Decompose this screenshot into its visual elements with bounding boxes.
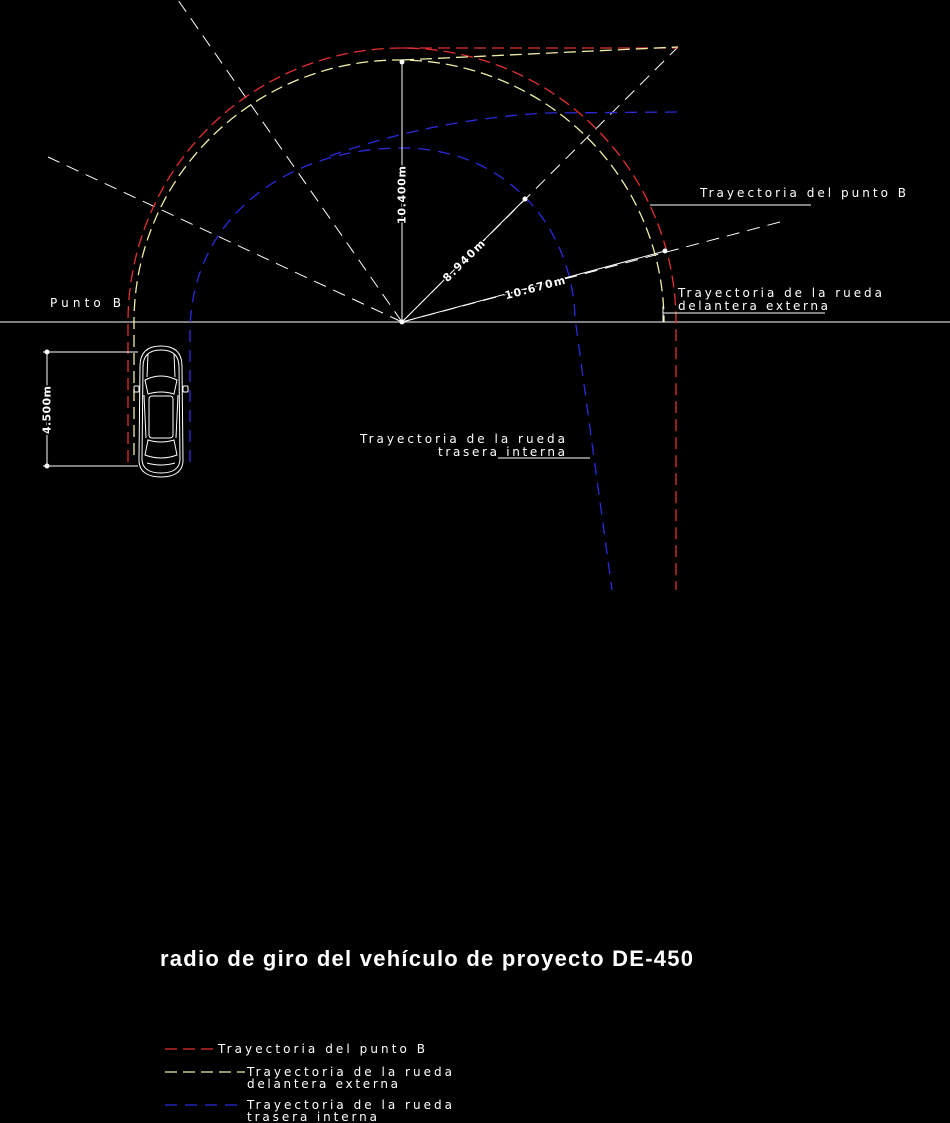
legend-label-rear-inner-wheel-line2: trasera interna	[247, 1110, 377, 1123]
vehicle-roof	[149, 396, 173, 438]
vehicle-length-label: 4.500m	[40, 386, 54, 434]
legend-label-front-outer-wheel-line2: delantera externa	[247, 1077, 398, 1091]
front-wheel-label-line2: delantera externa	[678, 299, 828, 313]
legend-label-front-outer-wheel-line1: Trayectoria de la rueda	[247, 1065, 452, 1079]
diagonal-radius-endpoint	[523, 197, 528, 202]
legend	[165, 1042, 452, 1123]
vertical-radius-endpoint	[400, 60, 405, 65]
rear-wheel-label-line2: trasera interna	[438, 445, 565, 459]
legend-label-punto-b: Trayectoria del punto B	[218, 1042, 425, 1056]
rear-wheel-label-line1: Trayectoria de la rueda	[360, 432, 565, 446]
vehicle-mirror-right	[183, 386, 188, 392]
legend-label-rear-inner-wheel-line1: Trayectoria de la rueda	[247, 1098, 452, 1112]
construction-line-northwest	[178, 0, 402, 322]
front-wheel-label-line1: Trayectoria de la rueda	[678, 286, 882, 300]
vehicle-mirror-left	[134, 386, 139, 392]
vehicle-hood-line-right	[174, 354, 175, 377]
vehicle-side-window-left	[144, 395, 146, 438]
vehicle-trunk-line	[147, 463, 175, 465]
punto-b-trajectory-label: Trayectoria del punto B	[700, 186, 906, 200]
vehicle-hood-line-left	[147, 354, 148, 377]
vehicle-windshield	[145, 376, 177, 394]
turning-center-point	[400, 320, 405, 325]
construction-line-west	[48, 157, 402, 322]
drawing-title: radio de giro del vehículo de proyecto DE-450	[160, 946, 693, 971]
rear-inner-wheel-tangent-line	[330, 112, 678, 156]
outer-radius-endpoint	[663, 249, 668, 254]
radius-diagonal-label: 8.940m	[440, 237, 488, 285]
vehicle-top-view	[134, 346, 188, 477]
vehicle-body-outline	[139, 346, 183, 477]
vehicle-side-window-right	[176, 395, 178, 438]
vehicle-length-endpoint-bottom	[45, 464, 50, 469]
radius-vertical-label: 10.400m	[395, 166, 409, 224]
front-outer-wheel-tangent-line	[402, 47, 678, 60]
punto-b-label: Punto B	[50, 296, 121, 310]
vehicle-length-endpoint-top	[45, 350, 50, 355]
radius-outer-label: 10.670m	[503, 273, 567, 303]
vehicle-rear-window	[145, 440, 177, 458]
front-outer-wheel-trajectory	[134, 60, 664, 455]
